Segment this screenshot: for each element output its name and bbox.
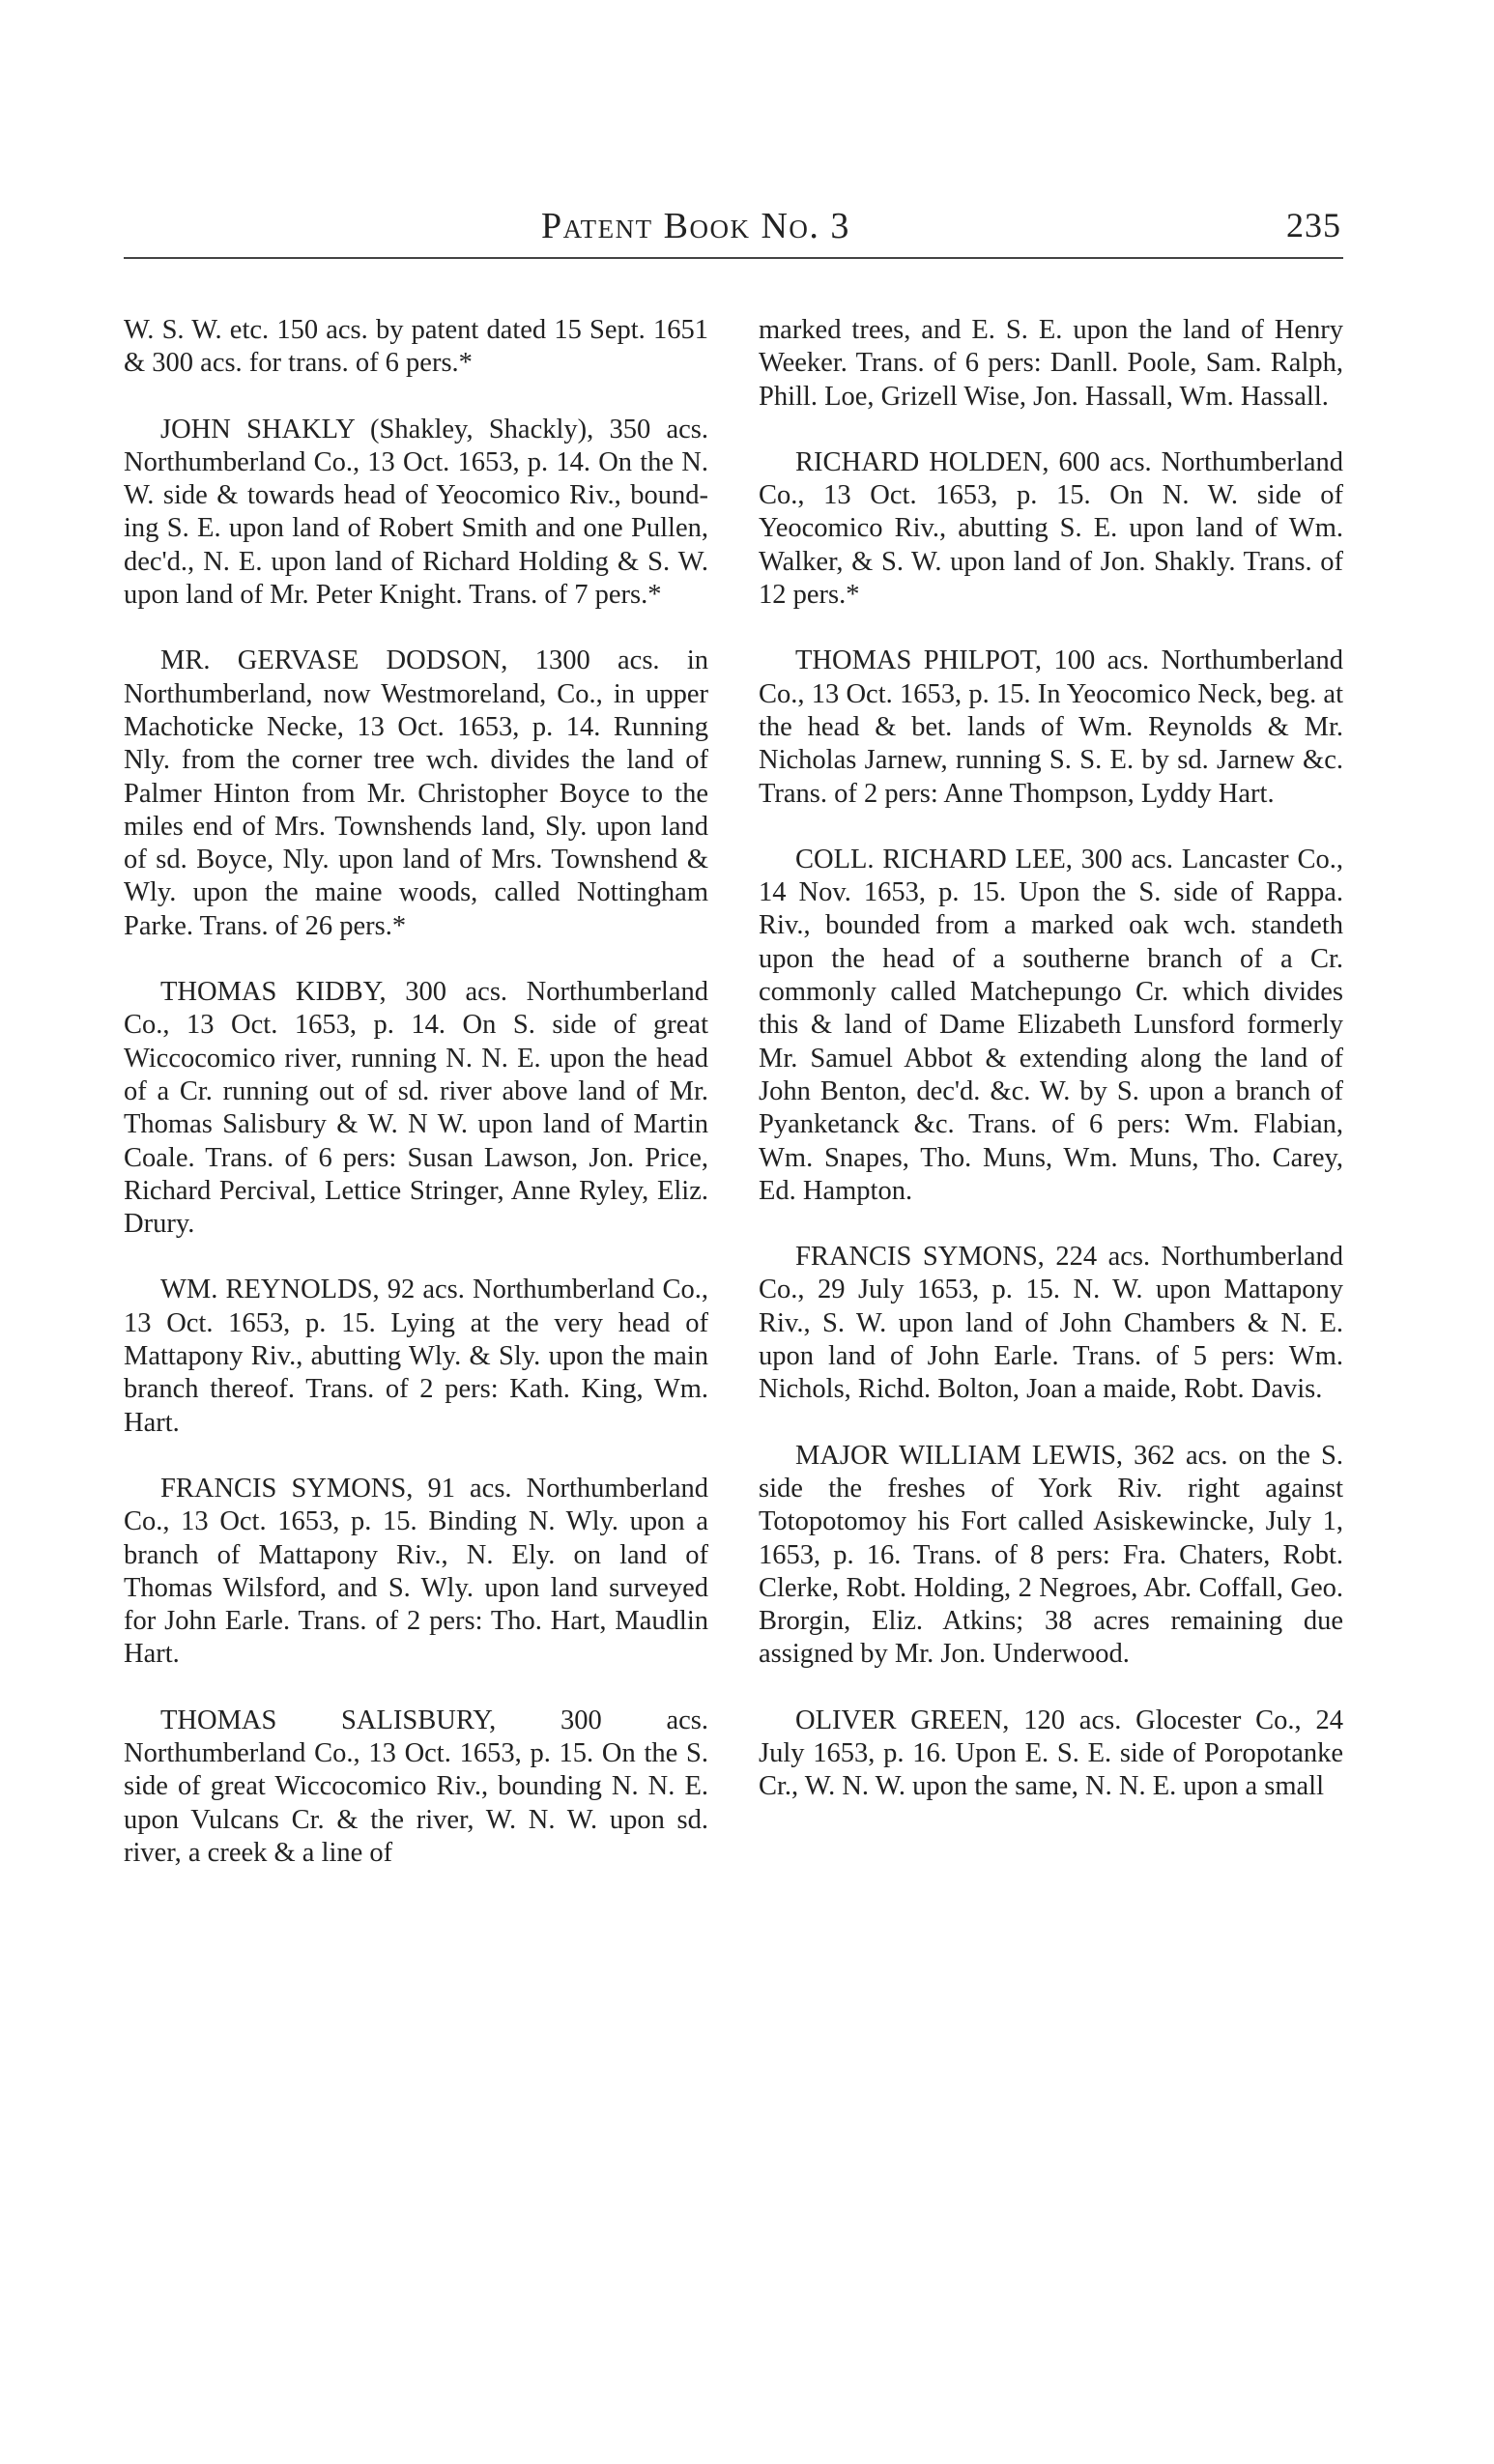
patent-entry-oliver-green: OLIVER GREEN, 120 acs. Glocester Co., 24 July 1653, p. 16. Upon E. S. E. side of Poropotanke Cr., W. N. W. upon the same, N. N. E. upon a small xyxy=(759,1705,1343,1802)
header-rule xyxy=(124,257,1343,259)
patent-entry-thomas-philpot: THOMAS PHILPOT, 100 acs. Northumberland Co., 13 Oct. 1653, p. 15. In Yeocomico Neck, beg. at the head & bet. lands of Wm. Reynolds & Mr. Nicholas Jarnew, running S. S. E. by sd. Jarnew &c. Trans. of 2 pers: Anne Thompson, Lyddy Hart. xyxy=(759,645,1343,809)
right-column xyxy=(759,314,1343,1804)
left-column xyxy=(124,314,708,1870)
patent-entry-thomas-salisbury: THOMAS SALISBURY, 300 acs. Northumberland Co., 13 Oct. 1653, p. 15. On the S. side of great Wiccocomico Riv., bounding N. N. E. upon Vulcans Cr. & the river, W. N. W. upon sd. river, a creek & a line of xyxy=(124,1705,708,1868)
patent-entry-thomas-kidby: THOMAS KIDBY, 300 acs. Northumberland Co., 13 Oct. 1653, p. 14. On S. side of great Wiccocomico river, running N. N. E. upon the head of a Cr. running out of sd. river above land of Mr. Thomas Salisbury & W. N W. upon land of Martin Coale. Trans. of 6 pers: Susan Lawson, Jon. Price, Richard Percival, Lettice Stringer, Anne Ryley, Eliz. Drury. xyxy=(124,977,708,1240)
patent-entry-continued: W. S. W. etc. 150 acs. by patent dated 15 Sept. 1651 & 300 acs. for trans. of 6 pers.* xyxy=(124,315,708,379)
patent-entry-francis-symons-224: FRANCIS SYMONS, 224 acs. Northumberland Co., 29 July 1653, p. 15. N. W. upon Mattapony Riv., S. W. upon land of John Chambers & N. E. upon land of John Earle. Trans. of 5 pers: Wm. Nichols, Richd. Bolton, Joan a maide, Robt. Davis. xyxy=(759,1242,1343,1405)
patent-entry-francis-symons-91: FRANCIS SYMONS, 91 acs. Northumberland Co., 13 Oct. 1653, p. 15. Binding N. Wly. upon a branch of Mattapony Riv., N. Ely. on land of Thomas Wilsford, and S. Wly. upon land surveyed for John Earle. Trans. of 2 pers: Tho. Hart, Maudlin Hart. xyxy=(124,1473,708,1670)
patent-entry-gervase-dodson: MR. GERVASE DODSON, 1300 acs. in Northumberland, now Westmoreland, Co., in upper Machoticke Necke, 13 Oct. 1653, p. 14. Running Nly. from the corner tree wch. divides the land of Palmer Hinton from Mr. Christopher Boyce to the miles end of Mrs. Townshends land, Sly. upon land of sd. Boyce, Nly. upon land of Mrs. Townshend & Wly. upon the maine woods, called Nottingham Parke. Trans. of 26 pers.* xyxy=(124,645,708,941)
patent-entry-william-lewis: MAJOR WILLIAM LEWIS, 362 acs. on the S. side the freshes of York Riv. right against Totopotomoy his Fort called Asiskewincke, July 1, 1653, p. 16. Trans. of 8 pers: Fra. Chaters, Robt. Clerke, Robt. Holding, 2 Negroes, Abr. Coffall, Geo. Brorgin, Eliz. Atkins; 38 acres remaining due assigned by Mr. Jon. Underwood. xyxy=(759,1440,1343,1670)
page-header xyxy=(0,205,1494,263)
patent-entry-salisbury-continued: marked trees, and E. S. E. upon the land of Henry Weeker. Trans. of 6 pers: Danll. Poole, Sam. Ralph, Phill. Loe, Grizell Wise, Jon. Hassall, Wm. Hassall. xyxy=(759,315,1343,412)
running-title: Patent Book No. 3 xyxy=(541,206,850,246)
patent-entry-richard-holden: RICHARD HOLDEN, 600 acs. Northumberland Co., 13 Oct. 1653, p. 15. On N. W. side of Yeocomico Riv., abutting S. E. upon land of Wm. Walker, & S. W. upon land of Jon. Shakly. Trans. of 12 pers.* xyxy=(759,446,1343,611)
page-number: 235 xyxy=(1286,206,1341,244)
patent-entry-richard-lee: COLL. RICHARD LEE, 300 acs. Lancaster Co., 14 Nov. 1653, p. 15. Upon the S. side of Rappa. Riv., bounded from a marked oak wch. standeth upon the head of a southerne branch of a Cr. commonly called Matchepungo Cr. which divides this & land of Dame Elizabeth Lunsford formerly Mr. Samuel Abbot & extending along the land of John Benton, dec'd. &c. W. by S. upon a branch of Pyanketanck &c. Trans. of 6 pers: Wm. Flabian, Wm. Snapes, Tho. Muns, Wm. Muns, Tho. Carey, Ed. Hampton. xyxy=(759,844,1343,1206)
patent-entry-wm-reynolds: WM. REYNOLDS, 92 acs. Northumberland Co., 13 Oct. 1653, p. 15. Lying at the very head of Mattapony Riv., abutting Wly. & Sly. upon the main branch thereof. Trans. of 2 pers: Kath. King, Wm. Hart. xyxy=(124,1275,708,1438)
patent-entry-john-shakly: JOHN SHAKLY (Shakley, Shackly), 350 acs. Northumberland Co., 13 Oct. 1653, p. 14. On the N. W. side & towards head of Yeocomico Riv., bounding S. E. upon land of Robert Smith and one Pullen, dec'd., N. E. upon land of Richard Holding & S. W. upon land of Mr. Peter Knight. Trans. of 7 pers.* xyxy=(124,414,708,611)
